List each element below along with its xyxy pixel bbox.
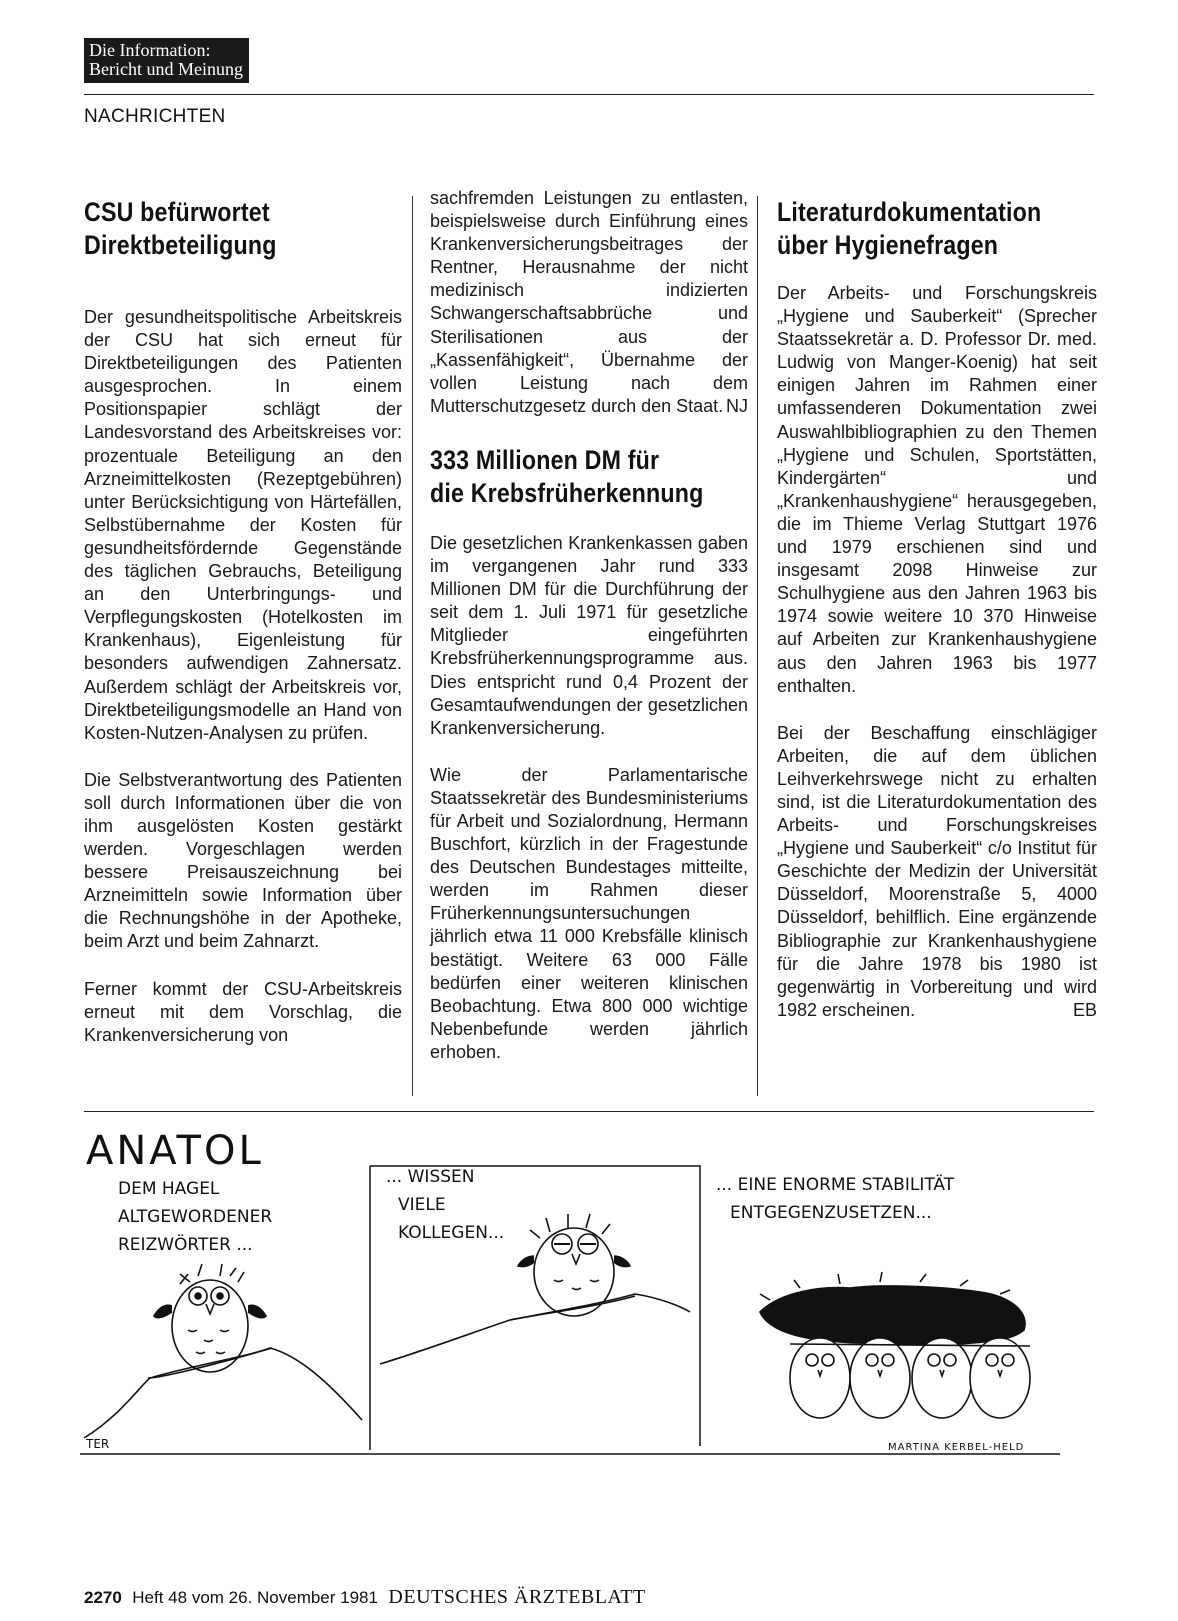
panel1-caption-2: ALTGEWORDENER [118, 1207, 273, 1227]
column-3 [777, 196, 1097, 1022]
panel1-caption-1: DEM HAGEL [118, 1179, 220, 1199]
header-rule [84, 94, 1094, 95]
rubric-line-2: Bericht und Meinung [89, 59, 243, 79]
article1-paragraph-4 [430, 187, 748, 418]
owl-drawing-panel1 [84, 1264, 362, 1438]
article2-title-line-2: die Krebsfrüherkennung [430, 477, 704, 508]
article2-title-line-1: 333 Millionen DM für [430, 444, 660, 475]
article3-signature: EB [1072, 999, 1097, 1020]
article1-signature: NJ [726, 395, 748, 416]
cartoon-rule [84, 1111, 1094, 1112]
panel1-caption-3: REIZWÖRTER ... [118, 1235, 253, 1255]
column-divider-2 [757, 196, 758, 1096]
article1-paragraph-1: Der gesundheitspolitische Arbeitskreis der CSU hat sich erneut für Direktbeteiligungen des Patienten ausgesprochen. In einem Positionspapier schlägt der Landesvorstand des Arbeitskreises vor: prozentuale Beteiligung an den Arzneimittelkosten (Rezeptgebühren) unter Berücksichtigung von Härtefällen, Selbstübernahme der Kosten für gesundheitsfördernde Gegenstände des täglichen Gebrauchs, Beteiligung an den Unterbringungs- und Verpflegungskosten (Hotelkosten im Krankenhaus), Eigenleistung für besonders aufwendigen Zahnersatz. Außerdem schlägt der Arbeitskreis vor, Direktbeteiligungsmodelle an Hand von Kosten-Nutzen-Analysen zu prüfen. [84, 307, 402, 743]
owl-group-panel3 [760, 1272, 1030, 1418]
rubric-line-1: Die Information: [89, 40, 211, 60]
article1-paragraph-3: Ferner kommt der CSU-Arbeitskreis erneut mit dem Vorschlag, die Krankenversicherung von [84, 978, 402, 1045]
article1-title-line-1: CSU befürwortet [84, 197, 270, 227]
rubric-box [84, 38, 249, 83]
panel2-caption-3: KOLLEGEN... [398, 1223, 505, 1243]
panel3-caption-2: ENTGEGENZUSETZEN... [730, 1203, 932, 1223]
panel3-caption-1: ... EINE ENORME STABILITÄT [716, 1175, 955, 1195]
panel2-caption-2: VIELE [398, 1195, 446, 1215]
article2-title [430, 444, 748, 510]
article3-title [777, 196, 1095, 262]
article3-paragraph-1: Der Arbeits- und Forschungskreis „Hygiene und Sauberkeit“ (Sprecher Staatssekretär a. D. Professor Dr. med. Ludwig von Manger-Koenig) hat seit einigen Jahren im Rahmen einer umfassenderen Dokumentation zwei Auswahlbibliographien zu den Themen „Hygiene und Schulen, Sportstätten, Kindergärten“ und „Krankenhaushygiene“ herausgegeben, die im Thieme Verlag Stuttgart 1976 und 1979 erschienen sind und insgesamt 2098 Hinweise zur Schulhygiene aus den Jahren 1963 bis 1974 sowie weitere 10 370 Hinweise auf Arbeiten zur Krankenhaushygiene aus den Jahren 1963 bis 1977 enthalten. [777, 283, 1097, 696]
column-1 [84, 196, 402, 1047]
article3-title-line-2: über Hygienefragen [777, 230, 999, 260]
article3-title-line-1: Literaturdokumentation [777, 197, 1042, 227]
column-2 [430, 187, 748, 1064]
panel2-caption-1: ... WISSEN [386, 1167, 475, 1187]
article1-title-line-2: Direktbeteiligung [84, 230, 277, 260]
article1-title [84, 196, 402, 262]
artist-credit: MARTINA KERBEL-HELD [888, 1442, 1025, 1453]
issue-info: Heft 48 vom 26. November 1981 [132, 1588, 378, 1607]
anatol-cartoon [80, 1116, 1100, 1476]
journal-name: DEUTSCHES ÄRZTEBLATT [388, 1586, 646, 1608]
cartoon-title: ANATOL [86, 1128, 264, 1174]
article1-paragraph-2: Die Selbstverantwortung des Patienten soll durch Informationen über die von ihm ausgelösten Kosten gestärkt werden. Vorgeschlagen werden bessere Preisauszeichnung bei Arzneimitteln sowie Information über die Rechnungshöhe in der Apotheke, beim Arzt und beim Zahnarzt. [84, 769, 402, 952]
column-divider-1 [412, 196, 413, 1096]
section-label: NACHRICHTEN [84, 106, 226, 127]
artist-mark: TER [86, 1437, 110, 1451]
article1-paragraph-4-text: sachfremden Leistungen zu entlasten, beispielsweise durch Einführung eines Krankenversicherungsbeitrages der Rentner, Herausnahme der nicht medizinisch indizierten Schwangerschaftsabbrüche und Sterilisationen aus der „Kassenfähigkeit“, Übernahme der vollen Leistung nach dem Mutterschutzgesetz durch den Staat. [430, 188, 748, 416]
article2-paragraph-2: Wie der Parlamentarische Staatssekretär des Bundesministeriums für Arbeit und Sozialordnung, Hermann Buschfort, kürzlich in der Fragestunde des Deutschen Bundestages mitteilte, werden im Rahmen dieser Früherkennungsuntersuchungen jährlich etwa 11 000 Krebsfälle klinisch bestätigt. Weitere 63 000 Fälle bedürfen einer weiteren klinischen Beobachtung. Etwa 800 000 wichtige Nebenbefunde werden jährlich erhoben. [430, 764, 748, 1062]
page-footer [84, 1586, 646, 1609]
article2-paragraph-1: Die gesetzlichen Krankenkassen gaben im vergangenen Jahr rund 333 Millionen DM für die Durchführung der seit dem 1. Juli 1971 für gesetzliche Mitglieder eingeführten Krebsfrüherkennungsprogramme aus. Dies entspricht rund 0,4 Prozent der Gesamtaufwendungen der gesetzlichen Krankenversicherung. [430, 532, 748, 738]
article3-paragraph-2-text: Bei der Beschaffung einschlägiger Arbeiten, die auf dem üblichen Leihverkehrswege nicht zu erhalten sind, ist die Literaturdokumentation des Arbeits- und Forschungskreises „Hygiene und Sauberkeit“ c/o Institut für Geschichte der Medizin der Universität Düsseldorf, Moorenstraße 5, 4000 Düsseldorf, behilflich. Eine ergänzende Bibliographie zur Krankenhaushygiene für die Jahre 1978 bis 1980 ist gegenwärtig in Vorbereitung und wird 1982 erscheinen. [777, 722, 1097, 1020]
article3-paragraph-2 [777, 722, 1097, 1022]
page-number: 2270 [84, 1588, 122, 1607]
